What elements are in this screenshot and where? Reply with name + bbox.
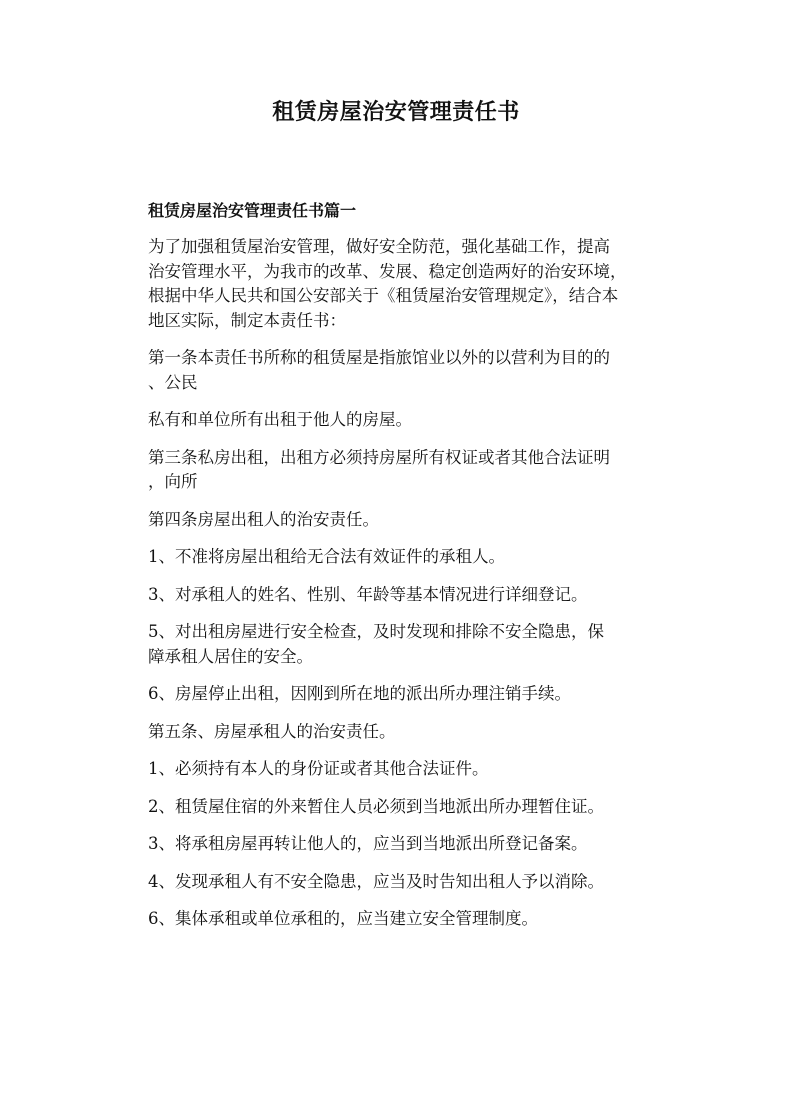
paragraph-article-1: [118, 346, 678, 395]
text-line: 根据中华人民共和国公安部关于《租赁屋治安管理规定》，结合本: [148, 286, 619, 305]
text-line: 4、发现承租人有不安全隐患，应当及时告知出租人予以消除。: [148, 871, 604, 891]
text-line: 、公民: [148, 372, 198, 392]
list-item: [118, 870, 678, 895]
text-line: 私有和单位所有出租于他人的房屋。: [148, 410, 412, 429]
document-body: [118, 235, 678, 932]
paragraph-article-3: [118, 446, 678, 495]
text-line: 第三条私房出租，出租方必须持房屋所有权证或者其他合法证明: [148, 447, 610, 467]
paragraph-article-4: [118, 508, 678, 533]
text-line: 2、租赁屋住宿的外来暂住人员必须到当地派出所办理暂住证。: [148, 796, 604, 816]
text-line: 第四条房屋出租人的治安责任。: [148, 509, 379, 529]
paragraph-article-1-continued: [118, 408, 678, 433]
text-line: 1、不准将房屋出租给无合法有效证件的承租人。: [148, 547, 505, 566]
text-line: 3、将承租房屋再转让他人的，应当到当地派出所登记备案。: [148, 834, 588, 853]
list-item: [118, 757, 678, 782]
paragraph-preamble: [118, 235, 678, 333]
text-line: 5、对出租房屋进行安全检查，及时发现和排除不安全隐患，保: [148, 622, 604, 641]
text-line: ，向所: [148, 472, 198, 491]
text-line: 6、房屋停止出租，因刚到所在地的派出所办理注销手续。: [148, 684, 571, 703]
list-item: [118, 795, 678, 820]
section-heading: 租赁房屋治安管理责任书篇一: [148, 201, 357, 220]
text-line: 6、集体承租或单位承租的，应当建立安全管理制度。: [148, 909, 538, 928]
list-item: [118, 545, 678, 570]
list-item: [118, 907, 678, 932]
text-line: 3、对承租人的姓名、性别、年龄等基本情况进行详细登记。: [148, 584, 588, 604]
list-item: [118, 583, 678, 608]
text-line: 1、必须持有本人的身份证或者其他合法证件。: [148, 759, 489, 778]
text-line: 障承租人居住的安全。: [148, 646, 313, 666]
document-title: 租赁房屋治安管理责任书: [272, 99, 520, 125]
text-line: 治安管理水平，为我市的改革、发展、稳定创造两好的治安环境，: [148, 261, 627, 281]
paragraph-article-5: [118, 720, 678, 745]
text-line: 地区实际，制定本责任书：: [148, 310, 346, 330]
list-item: [118, 620, 678, 669]
list-item: [118, 832, 678, 857]
text-line: 第五条、房屋承租人的治安责任。: [148, 721, 396, 741]
list-item: [118, 682, 678, 707]
text-line: 第一条本责任书所称的租赁屋是指旅馆业以外的以营利为目的的: [148, 348, 610, 367]
text-line: 为了加强租赁屋治安管理，做好安全防范，强化基础工作，提高: [148, 237, 610, 256]
